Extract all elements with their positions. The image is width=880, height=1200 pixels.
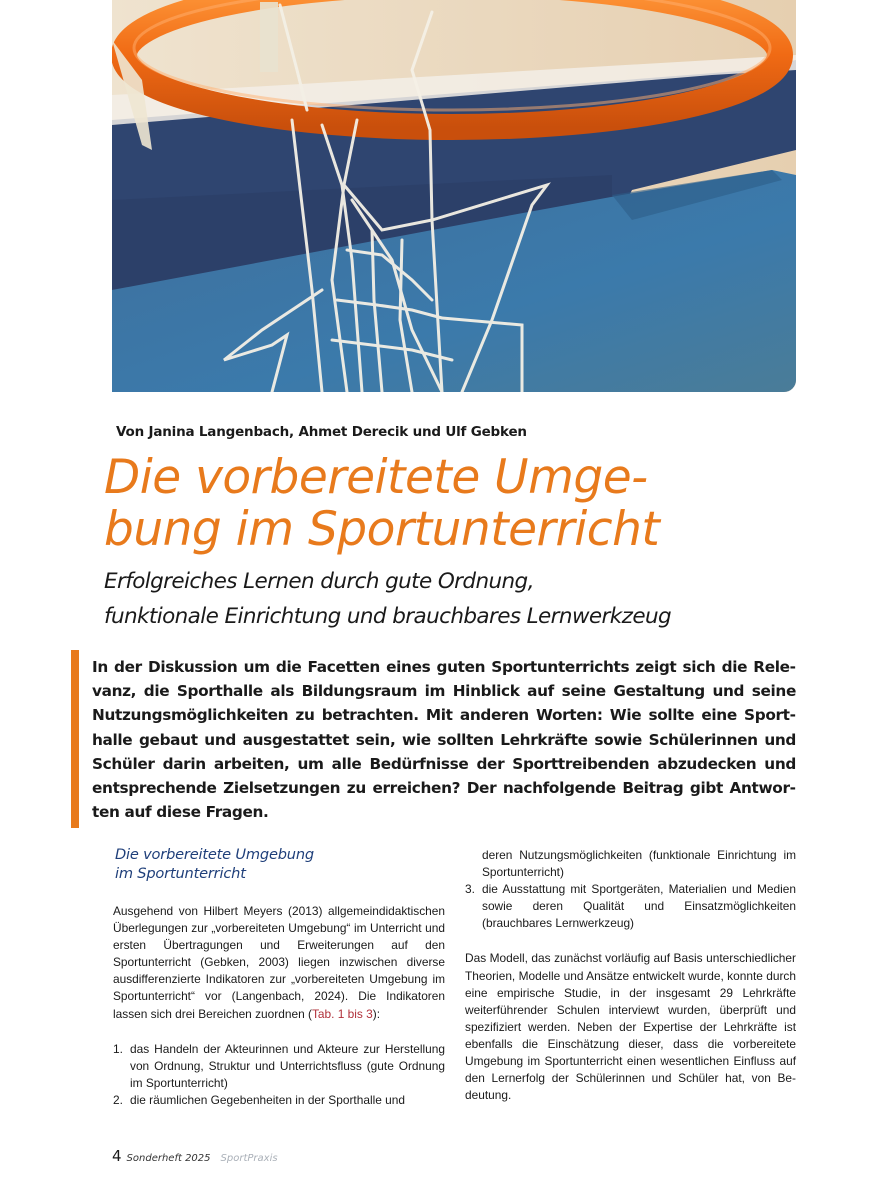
- list-item-text: deren Nutzungsmöglichkeiten (funktionale Einrichtung im Sportunterricht): [482, 848, 796, 880]
- list-item: [113, 1041, 445, 1092]
- article-subtitle-line-1: Erfolgreiches Lernen durch gute Ordnung,: [104, 569, 534, 594]
- body-column-left: [113, 846, 445, 1109]
- byline: Von Janina Langenbach, Ahmet Derecik und Ulf Gebken: [116, 424, 527, 440]
- article-subtitle: [104, 564, 824, 634]
- article-title-line-1: Die vorbereitete Umge-: [104, 450, 648, 505]
- list-item: [465, 881, 796, 932]
- table-reference-link[interactable]: Tab. 1 bis 3: [311, 1006, 373, 1021]
- model-paragraph: Das Modell, das zunächst vorläufig auf Basis unterschiedlicher Theorien, Modelle und Ansätze entwickelt wurde, konnte durch eine empirische Studie, in der insgesamt 29 Lehrkräfte weiterführender Schulen interviewt wurden, überprüft und spezifiziert werden. Neben der Expertise der Lehrkräfte ist ebenfalls die Einschätzung dieser, dass die vorbereitete Umgebung im Sportunterricht einen wesentlichen Einfluss auf den Lernerfolg der Schülerinnen und Schüler hat, von Bedeutung.: [465, 951, 796, 1103]
- page-footer: [112, 1147, 278, 1165]
- list-item-text: die räumlichen Gegebenheiten in der Sporthalle und: [130, 1092, 405, 1107]
- intro-text: Ausgehend von Hilbert Meyers (2013) allgemeindidaktischen Überlegungen zur „vorbereiteten Umgebung“ im Unterricht und ersten Übertragungen und Erweiterungen auf den Sportunterricht (Gebken, 2003) liegen inzwischen diverse ausdifferenzierte Indikatoren zur „vorbereiteten Umgebung im Sportunterricht“ vor (Langenbach, 2024). Die Indikatoren lassen sich drei Bereichen zuordnen (: [113, 904, 445, 1021]
- intro-text-end: ):: [372, 1006, 381, 1021]
- list-item-number: 1.: [113, 1041, 123, 1056]
- section-heading: [115, 846, 445, 883]
- basketball-hoop-image: [112, 0, 796, 392]
- lead-accent-bar: [71, 650, 79, 828]
- list-item-number: 3.: [465, 882, 475, 897]
- issue-label: Sonderheft 2025: [126, 1153, 211, 1164]
- hero-photo: [112, 0, 796, 392]
- indicator-list-continued: [465, 847, 796, 932]
- magazine-name: SportPraxis: [220, 1153, 278, 1164]
- list-item-text: die Ausstattung mit Sportgeräten, Materialien und Medien sowie deren Qualität und Einsatzmöglichkeiten (brauchbares Lernwerkzeug): [482, 882, 796, 931]
- list-item: [465, 847, 796, 881]
- article-subtitle-line-2: funktionale Einrichtung und brauchbares Lernwerkzeug: [104, 604, 672, 629]
- indicator-list: [113, 1041, 445, 1109]
- intro-paragraph: [113, 903, 445, 1023]
- section-heading-line-1: Die vorbereitete Umgebung: [115, 846, 314, 863]
- body-column-right: [465, 847, 796, 1104]
- page-number: 4: [112, 1147, 122, 1165]
- section-heading-line-2: im Sportunterricht: [115, 864, 246, 882]
- list-item-number: 2.: [113, 1092, 123, 1107]
- article-title-line-2: bung im Sportunterricht: [104, 502, 660, 557]
- article-title: [104, 452, 824, 556]
- list-item-text: das Handeln der Akteurinnen und Akteure zur Herstellung von Ordnung, Struktur und Unterrichtsfluss (gute Ordnung im Sportunterricht): [130, 1041, 445, 1090]
- lead-paragraph: In der Diskussion um die Facetten eines guten Sportunterrichts zeigt sich die Relevanz, die Sporthalle als Bildungsraum im Hinblick auf seine Gestaltung und seine Nutzungsmöglichkeiten zu betrachten. Mit anderen Worten: Wie sollte eine Sporthalle gebaut und ausgestattet sein, wie sollten Lehrkräfte sowie Schülerinnen und Schüler darin arbeiten, um alle Bedürfnisse der Sporttreibenden abzudecken und entsprechende Zielsetzungen zu erreichen? Der nachfolgende Beitrag gibt Antworten auf diese Fragen.: [92, 658, 796, 822]
- list-item: [113, 1092, 445, 1109]
